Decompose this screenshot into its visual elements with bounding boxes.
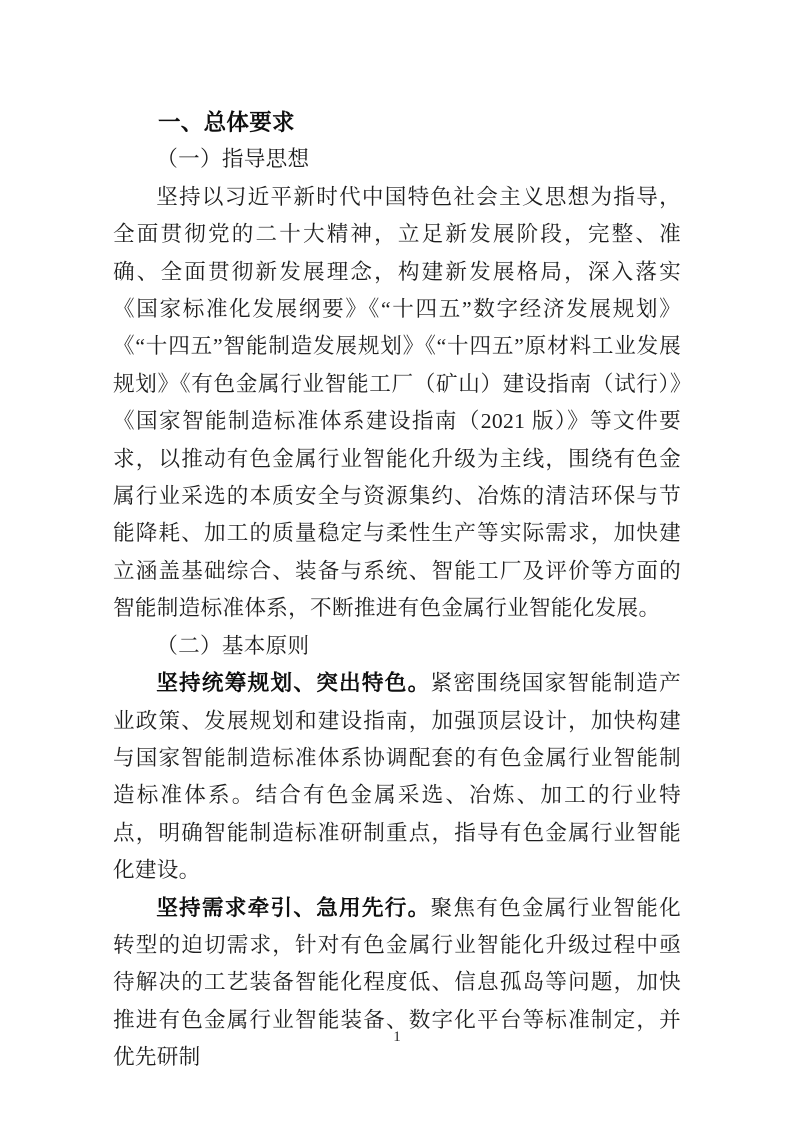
principle-1-lead: 坚持统筹规划、突出特色。 bbox=[156, 671, 431, 696]
document-body bbox=[113, 104, 681, 1077]
paragraph-principle-1 bbox=[113, 665, 681, 889]
subsection-heading-guiding-thought: （一）指导思想 bbox=[156, 147, 310, 172]
principle-2-lead: 坚持需求牵引、急用先行。 bbox=[156, 895, 431, 920]
principle-2-body: 聚焦有色金属行业智能化转型的迫切需求，针对有色金属行业智能化升级过程中亟待解决的工艺装备智能化程度低、信息孤岛等问题，加快推进有色金属行业智能装备、数字化平台等标准制定，并优先研制 bbox=[113, 895, 681, 1070]
principle-1-body: 紧密围绕国家智能制造产业政策、发展规划和建设指南，加强顶层设计，加快构建与国家智能制造标准体系协调配套的有色金属行业智能制造标准体系。结合有色金属采选、冶炼、加工的行业特点，明确智能制造标准研制重点，指导有色金属行业智能化建设。 bbox=[113, 671, 681, 883]
page-number: 1 bbox=[393, 1029, 401, 1045]
subsection-heading-basic-principles: （二）基本原则 bbox=[156, 633, 310, 658]
paragraph-guiding-thought: 坚持以习近平新时代中国特色社会主义思想为指导，全面贯彻党的二十大精神，立足新发展阶段，完整、准确、全面贯彻新发展理念，构建新发展格局，深入落实《国家标准化发展纲要》《“十四五”数字经济发展规划》《“十四五”智能制造发展规划》《“十四五”原材料工业发展规划》《有色金属行业智能工厂（矿山）建设指南（试行）》《国家智能制造标准体系建设指南（2021 版）》等文件要求，以推动有色金属行业智能化升级为主线，围绕有色金属行业采选的本质安全与资源集约、冶炼的清洁环保与节能降耗、加工的质量稳定与柔性生产等实际需求，加快建立涵盖基础综合、装备与系统、智能工厂及评价等方面的智能制造标准体系，不断推进有色金属行业智能化发展。 bbox=[113, 184, 681, 621]
section-heading: 一、总体要求 bbox=[158, 110, 295, 135]
paragraph-principle-2 bbox=[113, 890, 681, 1077]
